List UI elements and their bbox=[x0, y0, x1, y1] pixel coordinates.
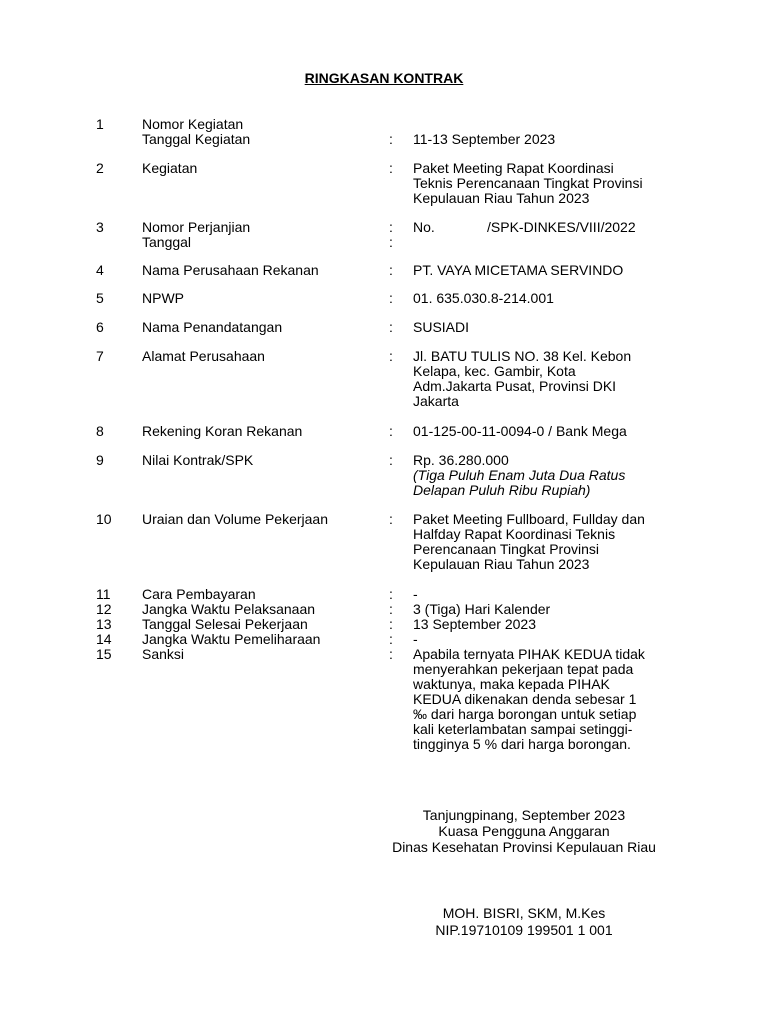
value-line: Kelapa, kec. Gambir, Kota bbox=[413, 363, 576, 379]
row-number: 4 bbox=[96, 262, 104, 278]
row-number: 3 bbox=[96, 219, 104, 235]
label-line: Nomor Perjanjian bbox=[142, 219, 251, 235]
row-label: Kegiatan bbox=[142, 160, 198, 176]
colon-line: : bbox=[389, 234, 393, 250]
row-number: 11 bbox=[96, 586, 111, 602]
row-value: 13 September 2023 bbox=[413, 616, 536, 632]
row-value: PT. VAYA MICETAMA SERVINDO bbox=[413, 262, 624, 278]
value-line: tingginya 5 % dari harga borongan. bbox=[413, 736, 631, 752]
row-label: Uraian dan Volume Pekerjaan bbox=[142, 511, 329, 527]
value-line: ‰ dari harga borongan untuk setiap bbox=[413, 706, 637, 722]
row-label: Rekening Koran Rekanan bbox=[142, 423, 303, 439]
row-number: 2 bbox=[96, 160, 104, 176]
value-line: Halfday Rapat Koordinasi Teknis bbox=[413, 526, 616, 542]
row-number: 14 bbox=[96, 631, 112, 647]
row-colon: : bbox=[389, 160, 393, 176]
row-value: - bbox=[413, 631, 418, 647]
value-line: Kepulauan Riau Tahun 2023 bbox=[413, 556, 590, 572]
contract-value-words: Delapan Puluh Ribu Rupiah) bbox=[413, 482, 591, 498]
row-number: 1 bbox=[96, 116, 104, 132]
row-colon: : bbox=[389, 511, 393, 527]
value-line: Teknis Perencanaan Tingkat Provinsi bbox=[413, 175, 643, 191]
label-line: Tanggal Kegiatan bbox=[142, 131, 251, 147]
signatory-name: MOH. BISRI, SKM, M.Kes bbox=[442, 905, 606, 921]
value-line: Kepulauan Riau Tahun 2023 bbox=[413, 190, 590, 206]
row-value: 11-13 September 2023 bbox=[413, 131, 556, 147]
label-line: Nomor Kegiatan bbox=[142, 116, 244, 132]
row-colon: : bbox=[389, 631, 393, 647]
row-colon: : bbox=[389, 348, 393, 364]
row-value bbox=[413, 512, 673, 572]
row-value: SUSIADI bbox=[413, 319, 470, 335]
row-colon: : bbox=[389, 262, 393, 278]
row-colon: : bbox=[389, 319, 393, 335]
row-label: Jangka Waktu Pemeliharaan bbox=[142, 631, 321, 647]
value-line: menyerahkan pekerjaan tepat pada bbox=[413, 661, 634, 677]
row-colon: : bbox=[389, 616, 393, 632]
row-label: Tanggal Selesai Pekerjaan bbox=[142, 616, 308, 632]
spk-prefix: No. bbox=[413, 219, 435, 235]
row-number: 10 bbox=[96, 511, 112, 527]
row-label: Jangka Waktu Pelaksanaan bbox=[142, 601, 316, 617]
row-label: Cara Pembayaran bbox=[142, 586, 256, 602]
value-line: waktunya, maka kepada PIHAK bbox=[413, 676, 610, 692]
row-label: Nilai Kontrak/SPK bbox=[142, 452, 254, 468]
spk-suffix: /SPK-DINKES/VIII/2022 bbox=[487, 219, 636, 235]
contract-value-words: (Tiga Puluh Enam Juta Dua Ratus bbox=[413, 467, 626, 483]
row-colon: : bbox=[389, 601, 393, 617]
row-number: 5 bbox=[96, 290, 104, 306]
row-label bbox=[142, 220, 382, 250]
row-value: 3 (Tiga) Hari Kalender bbox=[413, 601, 551, 617]
value-line: KEDUA dikenakan denda sebesar 1 bbox=[413, 691, 637, 707]
row-colon: : bbox=[389, 131, 393, 147]
row-number: 8 bbox=[96, 423, 104, 439]
signatory-nip: NIP.19710109 199501 1 001 bbox=[435, 922, 613, 938]
value-line: Perencanaan Tingkat Provinsi bbox=[413, 541, 599, 557]
row-label: NPWP bbox=[142, 290, 184, 306]
row-value: - bbox=[413, 586, 418, 602]
value-line: Jl. BATU TULIS NO. 38 Kel. Kebon bbox=[413, 348, 632, 364]
row-number: 15 bbox=[96, 646, 112, 662]
value-line: Apabila ternyata PIHAK KEDUA tidak bbox=[413, 646, 645, 662]
signature-office: Dinas Kesehatan Provinsi Kepulauan Riau bbox=[392, 839, 656, 855]
row-number: 9 bbox=[96, 452, 104, 468]
row-colon: : bbox=[389, 452, 393, 468]
row-label: Nama Perusahaan Rekanan bbox=[142, 262, 319, 278]
value-line: Paket Meeting Rapat Koordinasi bbox=[413, 160, 614, 176]
row-number: 13 bbox=[96, 616, 112, 632]
row-label: Sanksi bbox=[142, 646, 185, 662]
row-label bbox=[142, 117, 382, 147]
row-value: 01. 635.030.8-214.001 bbox=[413, 290, 554, 306]
value-line: Adm.Jakarta Pusat, Provinsi DKI bbox=[413, 378, 617, 394]
row-value: 01-125-00-11-0094-0 / Bank Mega bbox=[413, 423, 627, 439]
value-line: Paket Meeting Fullboard, Fullday dan bbox=[413, 511, 645, 527]
row-colon: : bbox=[389, 586, 393, 602]
row-colon bbox=[389, 220, 401, 250]
row-value bbox=[413, 453, 673, 498]
row-colon: : bbox=[389, 290, 393, 306]
row-number: 6 bbox=[96, 319, 104, 335]
row-number: 12 bbox=[96, 601, 112, 617]
row-value bbox=[413, 161, 673, 206]
document-title: RINGKASAN KONTRAK bbox=[304, 70, 464, 86]
row-number: 7 bbox=[96, 348, 104, 364]
label-line: Tanggal bbox=[142, 234, 192, 250]
value-line: kali keterlambatan sampai setinggi- bbox=[413, 721, 633, 737]
row-value bbox=[413, 220, 673, 235]
row-colon: : bbox=[389, 646, 393, 662]
contract-value: Rp. 36.280.000 bbox=[413, 452, 509, 468]
signature-role: Kuasa Pengguna Anggaran bbox=[438, 823, 610, 839]
row-value bbox=[413, 647, 673, 752]
value-line: Jakarta bbox=[413, 393, 459, 409]
row-label: Nama Penandatangan bbox=[142, 319, 283, 335]
colon-line: : bbox=[389, 219, 393, 235]
row-label: Alamat Perusahaan bbox=[142, 348, 265, 364]
row-value bbox=[413, 349, 673, 409]
signature-place-date: Tanjungpinang, September 2023 bbox=[422, 807, 626, 823]
row-colon: : bbox=[389, 423, 393, 439]
